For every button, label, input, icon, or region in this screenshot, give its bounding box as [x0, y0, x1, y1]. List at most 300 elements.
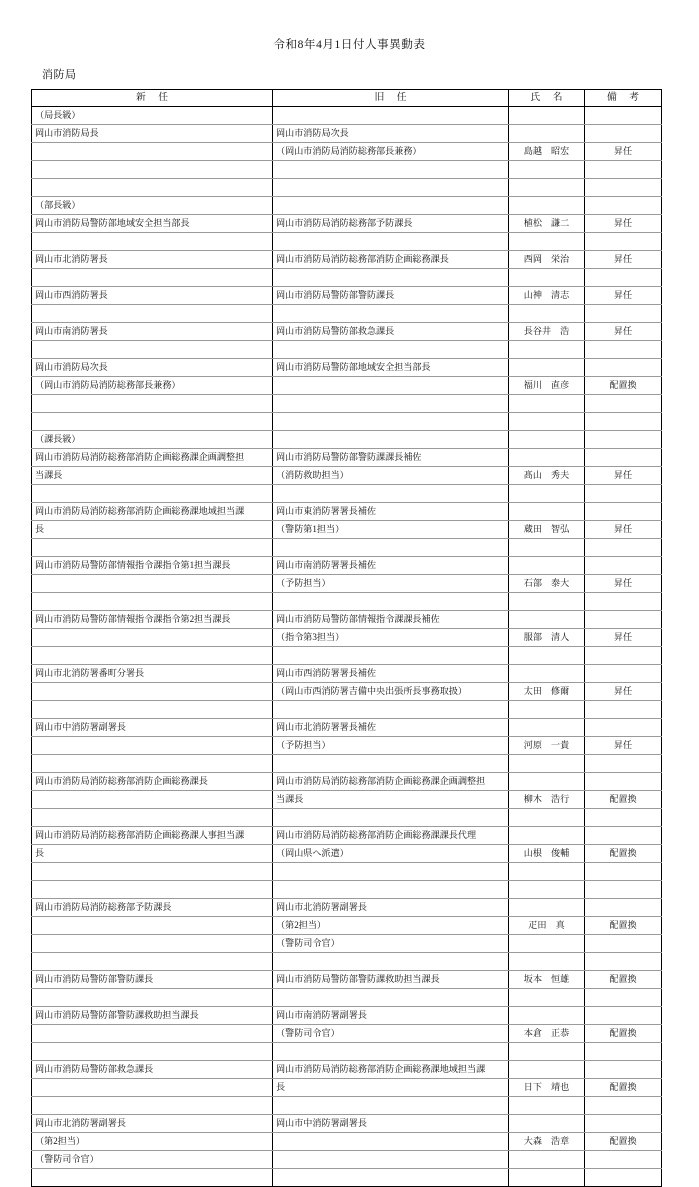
table-row	[32, 467, 662, 485]
cell-new-post	[32, 953, 273, 971]
cell-old-post	[273, 485, 509, 503]
cell-remarks	[585, 719, 662, 737]
cell-old-post	[273, 593, 509, 611]
cell-remarks: 昇任	[585, 575, 662, 593]
cell-remarks	[585, 485, 662, 503]
table-row	[32, 683, 662, 701]
cell-name	[509, 1043, 585, 1061]
cell-old-post	[273, 1097, 509, 1115]
cell-name	[509, 935, 585, 953]
table-row	[32, 1007, 662, 1025]
cell-old-post	[273, 701, 509, 719]
cell-new-post	[32, 701, 273, 719]
cell-new-post	[32, 863, 273, 881]
cell-new-post	[32, 791, 273, 809]
table-row	[32, 485, 662, 503]
cell-remarks	[585, 881, 662, 899]
table-row	[32, 107, 662, 125]
cell-remarks	[585, 557, 662, 575]
cell-remarks	[585, 665, 662, 683]
cell-new-post: 岡山市消防局消防総務部消防企画総務課人事担当課	[32, 827, 273, 845]
cell-name	[509, 413, 585, 431]
table-row	[32, 773, 662, 791]
cell-new-post	[32, 755, 273, 773]
cell-remarks: 昇任	[585, 521, 662, 539]
cell-new-post: 岡山市消防局消防総務部消防企画総務課長	[32, 773, 273, 791]
cell-old-post: 岡山市北消防署署長補佐	[273, 719, 509, 737]
cell-remarks	[585, 395, 662, 413]
cell-old-post	[273, 1169, 509, 1187]
cell-name	[509, 305, 585, 323]
cell-old-post: 岡山市南消防署署長補佐	[273, 557, 509, 575]
cell-new-post	[32, 341, 273, 359]
cell-old-post: 岡山市中消防署副署長	[273, 1115, 509, 1133]
cell-remarks: 昇任	[585, 467, 662, 485]
cell-old-post: 岡山市西消防署署長補佐	[273, 665, 509, 683]
cell-remarks	[585, 863, 662, 881]
table-row	[32, 647, 662, 665]
cell-old-post: 長	[273, 1079, 509, 1097]
cell-old-post	[273, 197, 509, 215]
table-row	[32, 305, 662, 323]
table-body	[32, 107, 662, 1187]
cell-new-post: （岡山市消防局消防総務部長兼務）	[32, 377, 273, 395]
cell-name: 本倉 正恭	[509, 1025, 585, 1043]
cell-old-post	[273, 539, 509, 557]
cell-new-post	[32, 539, 273, 557]
cell-remarks: 昇任	[585, 737, 662, 755]
table-row	[32, 341, 662, 359]
cell-name: 島越 昭宏	[509, 143, 585, 161]
cell-new-post	[32, 575, 273, 593]
cell-remarks	[585, 593, 662, 611]
cell-new-post: 岡山市南消防署長	[32, 323, 273, 341]
cell-remarks	[585, 755, 662, 773]
cell-name	[509, 1169, 585, 1187]
cell-name	[509, 161, 585, 179]
cell-old-post: （予防担当）	[273, 575, 509, 593]
cell-new-post	[32, 413, 273, 431]
column-header-old-post: 旧 任	[273, 90, 509, 107]
cell-name	[509, 503, 585, 521]
cell-remarks: 配置換	[585, 917, 662, 935]
cell-name	[509, 179, 585, 197]
cell-new-post: （部長級）	[32, 197, 273, 215]
cell-remarks	[585, 539, 662, 557]
cell-remarks	[585, 773, 662, 791]
cell-remarks	[585, 125, 662, 143]
cell-new-post	[32, 1025, 273, 1043]
cell-new-post	[32, 593, 273, 611]
table-row	[32, 557, 662, 575]
table-row	[32, 179, 662, 197]
cell-name: 植松 謙二	[509, 215, 585, 233]
cell-name	[509, 719, 585, 737]
cell-new-post	[32, 305, 273, 323]
table-row	[32, 1169, 662, 1187]
cell-name	[509, 863, 585, 881]
cell-old-post: （予防担当）	[273, 737, 509, 755]
cell-remarks	[585, 809, 662, 827]
cell-new-post	[32, 809, 273, 827]
cell-old-post: （岡山県へ派遣）	[273, 845, 509, 863]
cell-new-post: （局長級）	[32, 107, 273, 125]
table-row	[32, 593, 662, 611]
cell-remarks: 配置換	[585, 791, 662, 809]
cell-new-post: 岡山市北消防署長	[32, 251, 273, 269]
cell-old-post	[273, 989, 509, 1007]
cell-new-post: （課長級）	[32, 431, 273, 449]
cell-old-post: （岡山市西消防署吉備中央出張所長事務取扱）	[273, 683, 509, 701]
table-row	[32, 737, 662, 755]
column-header-name: 氏 名	[509, 90, 585, 107]
cell-new-post: 岡山市消防局長	[32, 125, 273, 143]
cell-old-post: 岡山市消防局警防部警防課救助担当課長	[273, 971, 509, 989]
cell-new-post	[32, 737, 273, 755]
cell-name	[509, 665, 585, 683]
cell-new-post	[32, 1169, 273, 1187]
cell-remarks	[585, 701, 662, 719]
cell-name: 西岡 栄治	[509, 251, 585, 269]
cell-old-post	[273, 269, 509, 287]
table-row	[32, 431, 662, 449]
table-row	[32, 359, 662, 377]
cell-new-post	[32, 1043, 273, 1061]
cell-old-post: 岡山市消防局警防部警防課課長補佐	[273, 449, 509, 467]
cell-name: 柳木 浩行	[509, 791, 585, 809]
cell-new-post: 岡山市消防局警防部警防課救助担当課長	[32, 1007, 273, 1025]
cell-remarks	[585, 1043, 662, 1061]
cell-new-post	[32, 143, 273, 161]
cell-old-post	[273, 647, 509, 665]
cell-old-post	[273, 1151, 509, 1169]
table-row	[32, 845, 662, 863]
table-row	[32, 143, 662, 161]
cell-remarks	[585, 1169, 662, 1187]
cell-old-post	[273, 161, 509, 179]
table-row	[32, 377, 662, 395]
cell-new-post: 岡山市消防局消防総務部消防企画総務課企画調整担	[32, 449, 273, 467]
cell-name: 長谷井 浩	[509, 323, 585, 341]
cell-remarks: 昇任	[585, 143, 662, 161]
cell-remarks: 昇任	[585, 251, 662, 269]
cell-remarks	[585, 611, 662, 629]
cell-name	[509, 125, 585, 143]
cell-name	[509, 773, 585, 791]
cell-old-post: 岡山市消防局消防総務部予防課長	[273, 215, 509, 233]
cell-name: 石部 泰大	[509, 575, 585, 593]
cell-remarks	[585, 179, 662, 197]
cell-old-post: 岡山市消防局消防総務部消防企画総務課長	[273, 251, 509, 269]
cell-name	[509, 1115, 585, 1133]
cell-remarks: 配置換	[585, 1133, 662, 1151]
cell-new-post: 当課長	[32, 467, 273, 485]
table-header	[32, 90, 662, 107]
cell-remarks: 配置換	[585, 971, 662, 989]
table-row	[32, 917, 662, 935]
cell-name	[509, 989, 585, 1007]
cell-remarks	[585, 269, 662, 287]
cell-remarks	[585, 197, 662, 215]
cell-remarks: 配置換	[585, 1079, 662, 1097]
cell-old-post: 岡山市東消防署署長補佐	[273, 503, 509, 521]
column-header-remarks: 備 考	[585, 90, 662, 107]
table-row	[32, 125, 662, 143]
cell-name	[509, 881, 585, 899]
cell-remarks	[585, 935, 662, 953]
table-row	[32, 575, 662, 593]
cell-name: 福川 直彦	[509, 377, 585, 395]
cell-name	[509, 269, 585, 287]
cell-old-post	[273, 395, 509, 413]
cell-name	[509, 197, 585, 215]
table-row	[32, 251, 662, 269]
cell-name	[509, 827, 585, 845]
table-row	[32, 1043, 662, 1061]
cell-old-post	[273, 107, 509, 125]
cell-old-post	[273, 1133, 509, 1151]
cell-name: 髙山 秀夫	[509, 467, 585, 485]
table-row	[32, 827, 662, 845]
cell-remarks: 昇任	[585, 287, 662, 305]
table-row	[32, 989, 662, 1007]
cell-name: 疋田 真	[509, 917, 585, 935]
cell-name	[509, 701, 585, 719]
cell-old-post: 岡山市消防局警防部情報指令課課長補佐	[273, 611, 509, 629]
cell-new-post: 岡山市北消防署番町分署長	[32, 665, 273, 683]
cell-name	[509, 539, 585, 557]
cell-old-post: （指令第3担当）	[273, 629, 509, 647]
cell-old-post	[273, 233, 509, 251]
cell-new-post: （警防司令官）	[32, 1151, 273, 1169]
cell-old-post: 当課長	[273, 791, 509, 809]
cell-new-post	[32, 485, 273, 503]
table-row	[32, 863, 662, 881]
cell-old-post: （警防第1担当）	[273, 521, 509, 539]
cell-new-post	[32, 935, 273, 953]
cell-new-post	[32, 647, 273, 665]
table-row	[32, 701, 662, 719]
table-row	[32, 1133, 662, 1151]
cell-new-post	[32, 881, 273, 899]
table-row	[32, 449, 662, 467]
cell-new-post	[32, 1079, 273, 1097]
cell-remarks: 昇任	[585, 629, 662, 647]
cell-old-post	[273, 431, 509, 449]
cell-remarks	[585, 1061, 662, 1079]
cell-new-post	[32, 179, 273, 197]
cell-remarks	[585, 107, 662, 125]
table-row	[32, 971, 662, 989]
organization-label: 消防局	[42, 69, 77, 81]
cell-new-post: 岡山市消防局警防部情報指令課指令第1担当課長	[32, 557, 273, 575]
cell-old-post: 岡山市消防局消防総務部消防企画総務課企画調整担	[273, 773, 509, 791]
cell-old-post: 岡山市消防局警防部地域安全担当部長	[273, 359, 509, 377]
table-row	[32, 1025, 662, 1043]
cell-new-post: 長	[32, 845, 273, 863]
table-row	[32, 197, 662, 215]
cell-new-post: 岡山市消防局消防総務部消防企画総務課地域担当課	[32, 503, 273, 521]
cell-remarks: 配置換	[585, 845, 662, 863]
cell-remarks	[585, 413, 662, 431]
cell-old-post: （消防救助担当）	[273, 467, 509, 485]
cell-name	[509, 359, 585, 377]
cell-new-post: 岡山市消防局警防部情報指令課指令第2担当課長	[32, 611, 273, 629]
cell-old-post	[273, 881, 509, 899]
table-row	[32, 161, 662, 179]
cell-remarks: 昇任	[585, 683, 662, 701]
table-row	[32, 1151, 662, 1169]
cell-name	[509, 809, 585, 827]
table-row	[32, 1061, 662, 1079]
cell-remarks	[585, 341, 662, 359]
cell-name	[509, 449, 585, 467]
personnel-transfer-table	[31, 89, 662, 1187]
cell-old-post: （第2担当）	[273, 917, 509, 935]
cell-new-post	[32, 989, 273, 1007]
table-row	[32, 395, 662, 413]
cell-name	[509, 1151, 585, 1169]
cell-new-post: 岡山市中消防署副署長	[32, 719, 273, 737]
cell-old-post	[273, 377, 509, 395]
cell-old-post: （岡山市消防局消防総務部長兼務）	[273, 143, 509, 161]
cell-name: 服部 清人	[509, 629, 585, 647]
table-row	[32, 1115, 662, 1133]
cell-remarks	[585, 647, 662, 665]
cell-remarks	[585, 953, 662, 971]
cell-name	[509, 1007, 585, 1025]
cell-name	[509, 1061, 585, 1079]
cell-new-post	[32, 917, 273, 935]
cell-old-post	[273, 755, 509, 773]
cell-name: 河原 一貴	[509, 737, 585, 755]
cell-new-post: 岡山市消防局消防総務部予防課長	[32, 899, 273, 917]
cell-name: 大森 浩章	[509, 1133, 585, 1151]
cell-name: 山根 俊輔	[509, 845, 585, 863]
cell-remarks	[585, 359, 662, 377]
cell-name	[509, 755, 585, 773]
table-row	[32, 503, 662, 521]
cell-name	[509, 107, 585, 125]
table-row	[32, 881, 662, 899]
cell-new-post	[32, 1097, 273, 1115]
cell-name	[509, 485, 585, 503]
cell-old-post: 岡山市消防局消防総務部消防企画総務課地域担当課	[273, 1061, 509, 1079]
table-row	[32, 791, 662, 809]
cell-remarks: 昇任	[585, 215, 662, 233]
cell-remarks	[585, 449, 662, 467]
table-row	[32, 539, 662, 557]
cell-remarks	[585, 989, 662, 1007]
column-header-new-post: 新 任	[32, 90, 273, 107]
cell-name: 太田 修爾	[509, 683, 585, 701]
cell-old-post: 岡山市消防局警防部救急課長	[273, 323, 509, 341]
cell-new-post: 岡山市北消防署副署長	[32, 1115, 273, 1133]
table-row	[32, 269, 662, 287]
cell-remarks	[585, 1097, 662, 1115]
table-row	[32, 719, 662, 737]
cell-old-post: 岡山市消防局警防部警防課長	[273, 287, 509, 305]
table-row	[32, 611, 662, 629]
cell-name: 蔵田 智弘	[509, 521, 585, 539]
cell-new-post	[32, 395, 273, 413]
cell-name	[509, 953, 585, 971]
cell-old-post	[273, 1043, 509, 1061]
cell-remarks	[585, 161, 662, 179]
table-row	[32, 629, 662, 647]
cell-name	[509, 611, 585, 629]
table-row	[32, 935, 662, 953]
table-header-row	[32, 90, 662, 107]
cell-new-post	[32, 629, 273, 647]
cell-new-post: （第2担当）	[32, 1133, 273, 1151]
cell-old-post: 岡山市北消防署副署長	[273, 899, 509, 917]
cell-old-post	[273, 413, 509, 431]
cell-name	[509, 557, 585, 575]
cell-new-post	[32, 233, 273, 251]
table-row	[32, 215, 662, 233]
cell-new-post: 長	[32, 521, 273, 539]
cell-name: 坂本 恒雄	[509, 971, 585, 989]
cell-remarks	[585, 503, 662, 521]
cell-old-post: （警防司令官）	[273, 935, 509, 953]
cell-old-post: 岡山市消防局次長	[273, 125, 509, 143]
cell-name	[509, 431, 585, 449]
cell-name: 山神 清志	[509, 287, 585, 305]
cell-new-post	[32, 269, 273, 287]
cell-old-post: （警防司令官）	[273, 1025, 509, 1043]
cell-name	[509, 1097, 585, 1115]
cell-remarks: 昇任	[585, 323, 662, 341]
cell-new-post	[32, 161, 273, 179]
cell-remarks	[585, 431, 662, 449]
table-row	[32, 809, 662, 827]
cell-old-post	[273, 341, 509, 359]
cell-new-post: 岡山市西消防署長	[32, 287, 273, 305]
cell-old-post: 岡山市消防局消防総務部消防企画総務課課長代理	[273, 827, 509, 845]
table-row	[32, 1097, 662, 1115]
cell-remarks	[585, 233, 662, 251]
table-row	[32, 323, 662, 341]
cell-remarks	[585, 1151, 662, 1169]
table-row	[32, 665, 662, 683]
table-row	[32, 287, 662, 305]
cell-old-post	[273, 953, 509, 971]
cell-old-post	[273, 863, 509, 881]
cell-remarks	[585, 1007, 662, 1025]
cell-remarks	[585, 305, 662, 323]
cell-remarks: 配置換	[585, 377, 662, 395]
cell-new-post	[32, 683, 273, 701]
table-row	[32, 1079, 662, 1097]
cell-old-post: 岡山市南消防署副署長	[273, 1007, 509, 1025]
table-row	[32, 953, 662, 971]
table-row	[32, 233, 662, 251]
cell-name	[509, 341, 585, 359]
cell-name	[509, 647, 585, 665]
cell-remarks: 配置換	[585, 1025, 662, 1043]
cell-new-post: 岡山市消防局警防部警防課長	[32, 971, 273, 989]
cell-old-post	[273, 809, 509, 827]
table-row	[32, 413, 662, 431]
cell-new-post: 岡山市消防局警防部救急課長	[32, 1061, 273, 1079]
cell-name	[509, 593, 585, 611]
cell-name	[509, 395, 585, 413]
table-row	[32, 755, 662, 773]
cell-remarks	[585, 827, 662, 845]
cell-remarks	[585, 1115, 662, 1133]
cell-old-post	[273, 305, 509, 323]
